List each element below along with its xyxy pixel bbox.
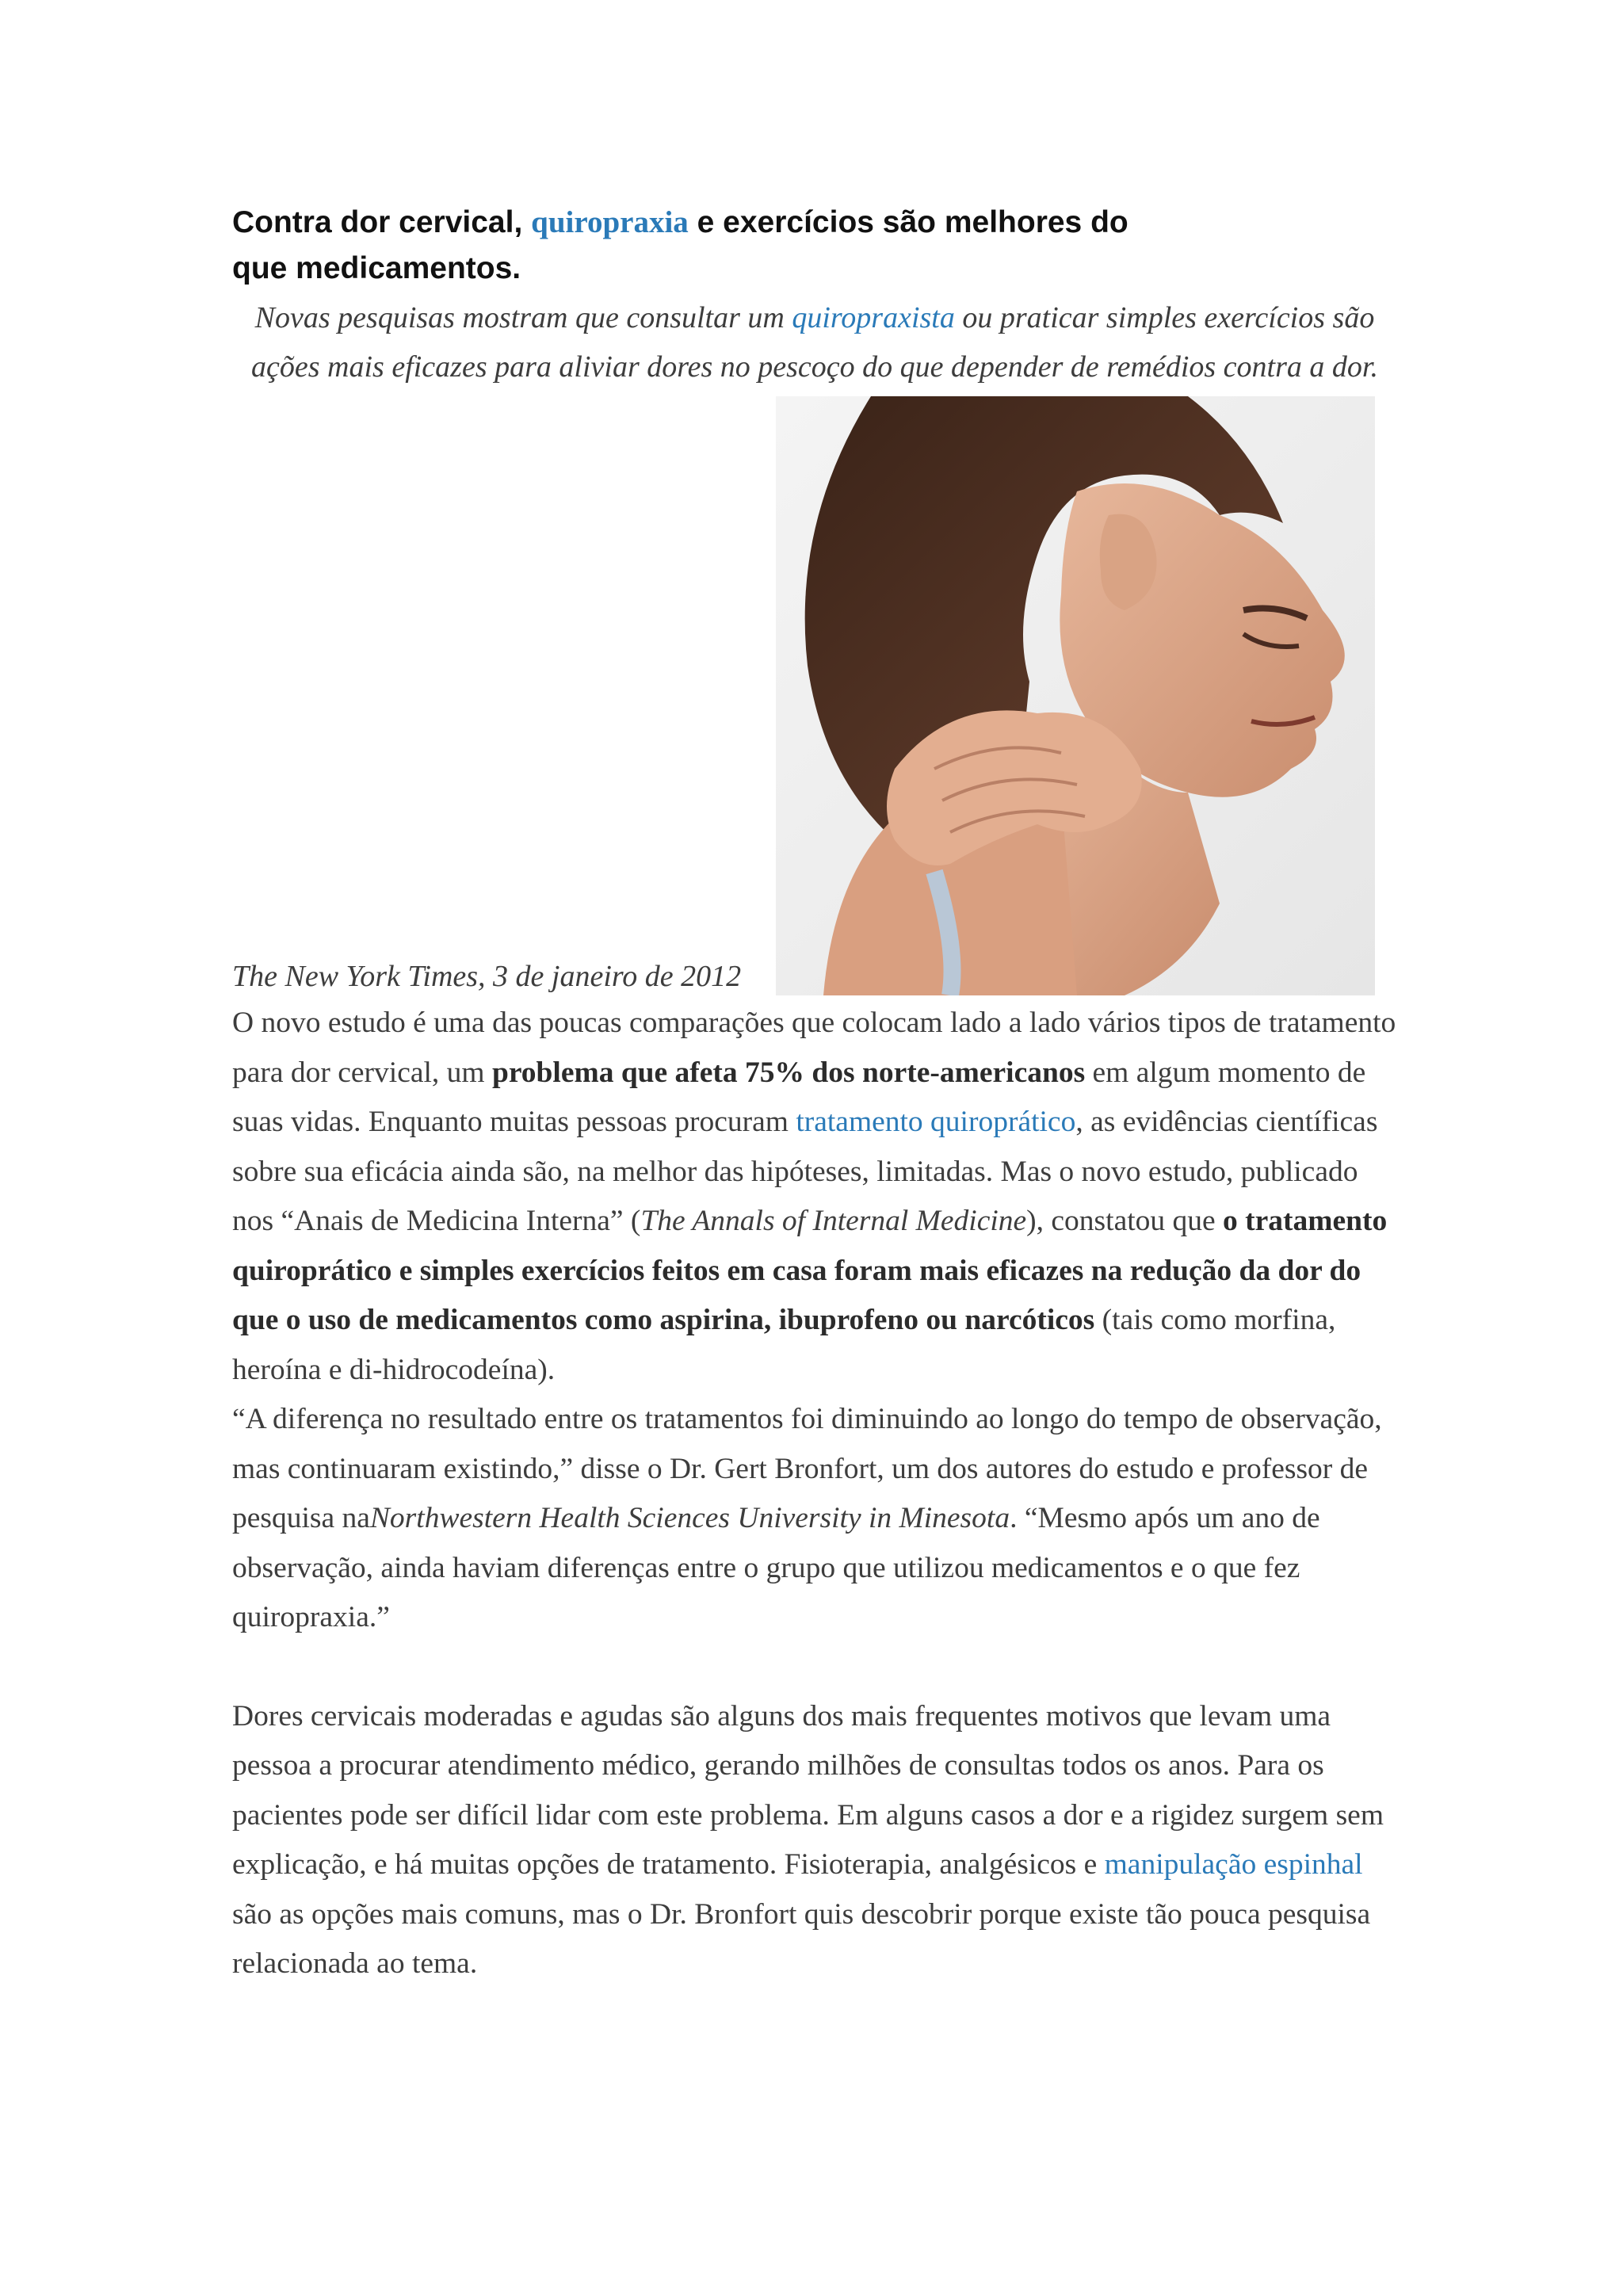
p1-text-2: em algum momento de suas vidas. Enquanto muitas pessoas procuram: [232, 1056, 1366, 1138]
subtitle-link-quiropraxista[interactable]: quiropraxista: [792, 301, 955, 334]
title-part-2: e exercícios são melhores do que medicamentos.: [232, 205, 1128, 285]
p1-text-3: , as evidências científicas sobre sua eficácia ainda são, na melhor das hipóteses, limitadas. Mas o novo estudo, publicado nos “Anais de Medicina Interna” (: [232, 1106, 1378, 1237]
paragraph-1: [232, 999, 1397, 1395]
paragraph-3: [232, 1692, 1397, 1989]
title-link-quiropraxia[interactable]: quiropraxia: [531, 205, 689, 239]
article-title: [232, 200, 1183, 292]
link-tratamento-quiropratico[interactable]: tratamento quiroprático: [796, 1106, 1076, 1138]
p3-text-1: Dores cervicais moderadas e agudas são alguns dos mais frequentes motivos que levam uma pessoa a procurar atendimento médico, gerando milhões de consultas todos os anos. Para os pacientes pode ser difícil lidar com este problema. Em alguns casos a dor e a rigidez surgem sem explicação, e há muitas opções de tratamento. Fisioterapia, analgésicos e: [232, 1699, 1384, 1881]
p1-bold-2: o tratamento quiroprático e simples exercícios feitos em casa foram mais eficazes na redução da dor do que o uso de medicamentos como aspirina, ibuprofeno ou narcóticos: [232, 1205, 1388, 1336]
photo-caption: The New York Times, 3 de janeiro de 2012: [232, 960, 742, 993]
article: [232, 200, 1397, 1989]
p2-italic-1: Northwestern Health Sciences University in Minesota: [369, 1502, 1010, 1534]
neck-pain-photo: [776, 396, 1375, 995]
p2-text-1: “A diferença no resultado entre os tratamentos foi diminuindo ao longo do tempo de observação, mas continuaram existindo,” disse o Dr. Gert Bronfort, um dos autores do estudo e professor de pesquisa na: [232, 1403, 1382, 1534]
subtitle-part-1: Novas pesquisas mostram que consultar um: [254, 301, 792, 334]
p1-text-5: (tais como morfina, heroína e di-hidrocodeína).: [232, 1304, 1336, 1386]
figure-row: [232, 396, 1397, 999]
paragraph-spacer: [232, 1643, 1397, 1692]
paragraph-2: [232, 1395, 1397, 1643]
subtitle-part-2: ou praticar simples exercícios são ações mais eficazes para aliviar dores no pescoço do que depender de remédios contra a dor.: [251, 301, 1378, 384]
p1-bold-1: problema que afeta 75% dos norte-americanos: [491, 1056, 1086, 1089]
woman-neck-pain-illustration: [776, 396, 1375, 995]
p1-text-4: ), constatou que: [1026, 1205, 1224, 1237]
title-part-1: Contra dor cervical,: [232, 205, 532, 239]
p2-text-2: . “Mesmo após um ano de observação, ainda haviam diferenças entre o grupo que utilizou medicamentos e o que fez quiropraxia.”: [232, 1502, 1320, 1633]
p1-italic-1: The Annals of Internal Medicine: [640, 1205, 1027, 1237]
p1-text-1: O novo estudo é uma das poucas comparações que colocam lado a lado vários tipos de tratamento para dor cervical, um: [232, 1007, 1396, 1089]
link-manipulacao-espinhal[interactable]: manipulação espinhal: [1104, 1848, 1363, 1881]
article-subtitle: [232, 293, 1397, 392]
p3-text-2: são as opções mais comuns, mas o Dr. Bronfort quis descobrir porque existe tão pouca pesquisa relacionada ao tema.: [232, 1897, 1371, 1980]
